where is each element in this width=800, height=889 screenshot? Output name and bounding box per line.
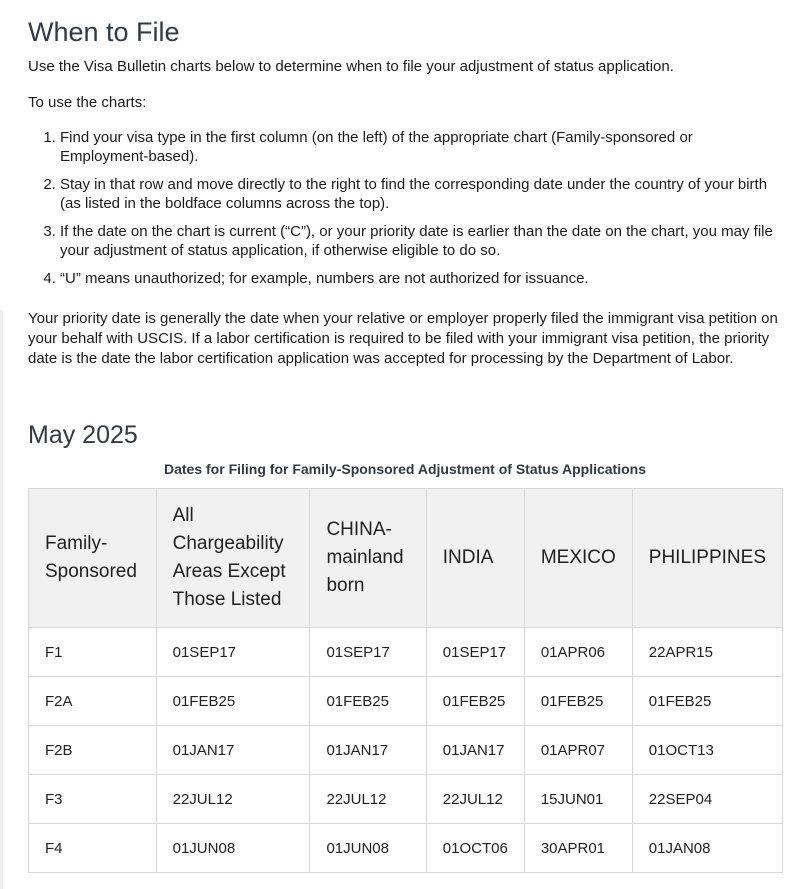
table-cell: 01JAN17	[156, 726, 310, 775]
table-cell: 01OCT06	[426, 824, 524, 873]
column-header: INDIA	[426, 489, 524, 628]
table-cell: 01SEP17	[426, 628, 524, 677]
table-cell: 15JUN01	[524, 775, 632, 824]
table-row	[29, 824, 783, 873]
table-cell: 01FEB25	[632, 677, 782, 726]
step-item: 2. Stay in that row and move directly to the right to find the corresponding date under the country of your birth (as listed in the boldface columns across the top).	[60, 175, 784, 213]
table-cell: F2A	[29, 677, 157, 726]
step-item: 4. “U” means unauthorized; for example, numbers are not authorized for issuance.	[60, 269, 784, 288]
table-caption: Dates for Filing for Family-Sponsored Adjustment of Status Applications	[164, 461, 646, 477]
table-cell: F1	[29, 628, 157, 677]
table-cell: 01JAN17	[426, 726, 524, 775]
table-cell: 01APR06	[524, 628, 632, 677]
table-cell: 01JAN08	[632, 824, 782, 873]
table-row	[29, 628, 783, 677]
table-cell: F4	[29, 824, 157, 873]
column-header: PHILIPPINES	[632, 489, 782, 628]
use-charts-text: To use the charts:	[28, 94, 147, 111]
table-row	[29, 677, 783, 726]
table-row	[29, 726, 783, 775]
table-cell: 30APR01	[524, 824, 632, 873]
table-cell: 01OCT13	[632, 726, 782, 775]
steps-list	[28, 128, 784, 297]
table-cell: 01JUN08	[156, 824, 310, 873]
page-title: When to File	[28, 17, 180, 47]
column-header: MEXICO	[524, 489, 632, 628]
table-cell: 01SEP17	[310, 628, 426, 677]
column-header: Family-Sponsored	[29, 489, 157, 628]
intro-text: Use the Visa Bulletin charts below to determine when to file your adjustment of status application.	[28, 58, 674, 75]
table-cell: 22APR15	[632, 628, 782, 677]
table-cell: 22JUL12	[156, 775, 310, 824]
step-item: 1. Find your visa type in the first column (on the left) of the appropriate chart (Family-sponsored or Employment-based).	[60, 128, 784, 166]
table-cell: 01FEB25	[156, 677, 310, 726]
table-cell: 01SEP17	[156, 628, 310, 677]
table-cell: 01FEB25	[310, 677, 426, 726]
priority-date-text: Your priority date is generally the date when your relative or employer properly filed the immigrant visa petition on your behalf with USCIS. If a labor certification is required to be filed with your immigrant visa petition, the priority date is the date the labor certification application was accepted for processing by the Department of Labor.	[28, 310, 778, 367]
table-cell: F2B	[29, 726, 157, 775]
column-header: All Chargeability Areas Except Those Listed	[156, 489, 310, 628]
table-cell: 22SEP04	[632, 775, 782, 824]
table-cell: 22JUL12	[310, 775, 426, 824]
table-cell: F3	[29, 775, 157, 824]
table-row	[29, 775, 783, 824]
table-cell: 22JUL12	[426, 775, 524, 824]
month-heading: May 2025	[28, 421, 138, 449]
left-border	[0, 310, 3, 889]
table-cell: 01FEB25	[524, 677, 632, 726]
step-item: 3. If the date on the chart is current (“C”), or your priority date is earlier than the date on the chart, you may file your adjustment of status application, if otherwise eligible to do so.	[60, 222, 784, 260]
table-cell: 01JAN17	[310, 726, 426, 775]
table-cell: 01FEB25	[426, 677, 524, 726]
column-header: CHINA-mainland born	[310, 489, 426, 628]
table-cell: 01JUN08	[310, 824, 426, 873]
table-cell: 01APR07	[524, 726, 632, 775]
family-sponsored-table	[28, 488, 783, 873]
table-header-row	[29, 489, 783, 628]
